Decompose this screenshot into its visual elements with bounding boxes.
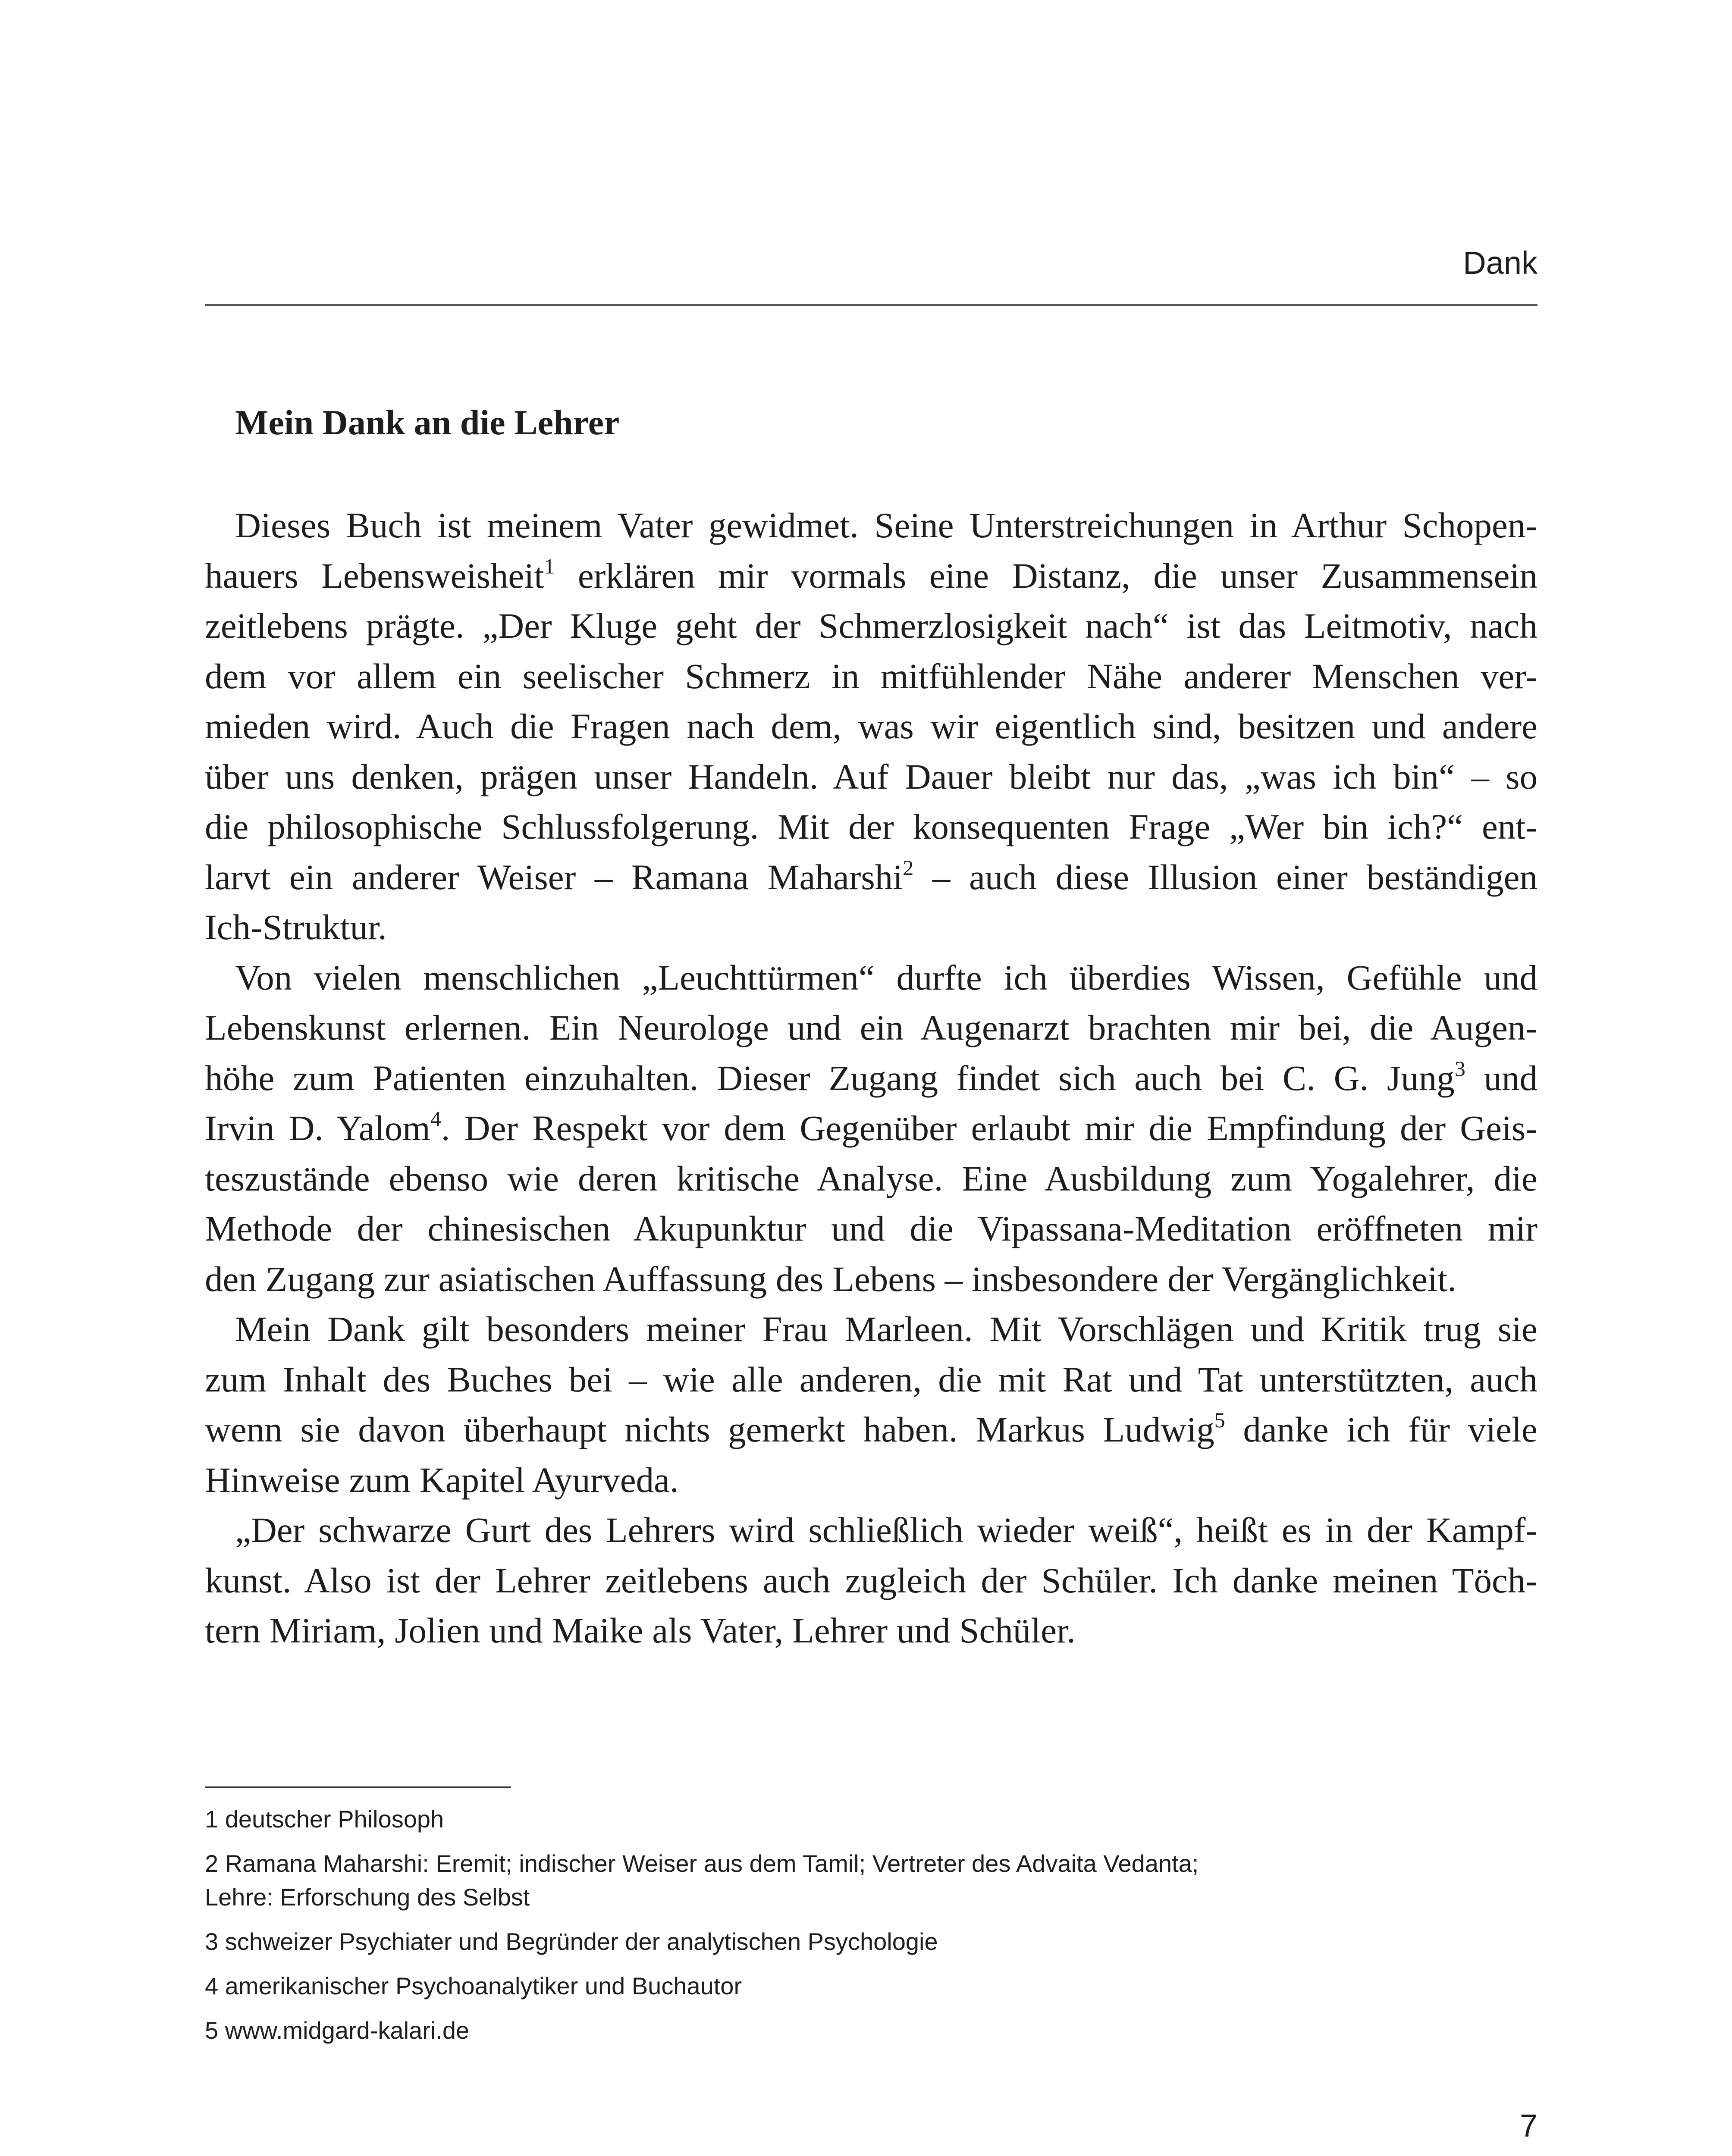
text-segment: hauers Lebensweisheit	[205, 555, 544, 595]
text-line: Hinweise zum Kapitel Ayurveda.	[205, 1460, 679, 1500]
paragraph-4	[205, 1505, 1537, 1656]
text-segment: höhe zum Patienten einzuhalten. Dieser Zugang findet sich auch bei C. G. Jung	[205, 1058, 1455, 1098]
text-line: Ich-Struktur.	[205, 907, 387, 947]
text-line: zum Inhalt des Buches bei – wie alle anderen, die mit Rat und Tat unterstützten, auch	[205, 1359, 1537, 1399]
text-segment: . Der Respekt vor dem Gegenüber erlaubt mir die Empfindung der Geis-	[441, 1108, 1537, 1148]
footnote-1	[205, 1802, 1537, 1836]
text-segment: und	[1465, 1058, 1538, 1098]
footnote-ref-4: 4	[430, 1106, 441, 1131]
footnote-line: 5 www.midgard-kalari.de	[205, 2017, 470, 2044]
text-line	[205, 852, 1537, 903]
footnote-line: Lehre: Erforschung des Selbst	[205, 1883, 530, 1911]
text-line: Methode der chinesischen Akupunktur und die Vipassana-Meditation eröffneten mir	[205, 1209, 1537, 1248]
footnote-4	[205, 1969, 1537, 2003]
footnote-rule	[205, 1786, 511, 1788]
text-segment: danke ich für viele	[1225, 1410, 1537, 1449]
running-head: Dank	[1463, 245, 1537, 281]
footnote-ref-1: 1	[544, 554, 555, 578]
paragraph-2	[205, 953, 1537, 1304]
text-line: Lebenskunst erlernen. Ein Neurologe und ein Augenarzt brachten mir bei, die Augen-	[205, 1008, 1537, 1047]
page-number: 7	[1519, 2108, 1537, 2143]
text-segment: – auch diese Illusion einer beständigen	[913, 857, 1537, 897]
text-line	[205, 1053, 1537, 1103]
text-line: Dieses Buch ist meinem Vater gewidmet. Seine Unterstreichungen in Arthur Schopen-	[235, 505, 1537, 545]
header-rule	[205, 304, 1537, 306]
footnote-line: 2 Ramana Maharshi: Eremit; indischer Weiser aus dem Tamil; Vertreter des Advaita Vedanta;	[205, 1850, 1199, 1877]
text-line: zeitlebens prägte. „Der Kluge geht der Schmerzlosigkeit nach“ ist das Leitmotiv, nach	[205, 606, 1537, 646]
text-segment: Irvin D. Yalom	[205, 1108, 430, 1148]
paragraph-1	[205, 500, 1537, 953]
text-line: mieden wird. Auch die Fragen nach dem, was wir eigentlich sind, besitzen und andere	[205, 706, 1537, 746]
text-segment: larvt ein anderer Weiser – Ramana Maharshi	[205, 857, 903, 897]
footnotes	[205, 1802, 1537, 2058]
text-line: Von vielen menschlichen „Leuchttürmen“ durfte ich überdies Wissen, Gefühle und	[235, 957, 1537, 997]
text-line: Mein Dank gilt besonders meiner Frau Marleen. Mit Vorschlägen und Kritik trug sie	[235, 1309, 1537, 1349]
footnote-line: 3 schweizer Psychiater und Begründer der analytischen Psychologie	[205, 1928, 938, 1955]
footnote-3	[205, 1925, 1537, 1959]
text-line: „Der schwarze Gurt des Lehrers wird schließlich wieder weiß“, heißt es in der Kampf-	[235, 1510, 1537, 1550]
text-line: dem vor allem ein seelischer Schmerz in mitfühlender Nähe anderer Menschen ver-	[205, 656, 1537, 696]
paragraph-3	[205, 1304, 1537, 1505]
body-text	[205, 500, 1537, 1656]
text-line	[205, 1404, 1537, 1455]
section-heading: Mein Dank an die Lehrer	[235, 403, 620, 442]
footnote-ref-5: 5	[1214, 1408, 1225, 1432]
footnote-5	[205, 2014, 1537, 2047]
text-line: teszustände ebenso wie deren kritische Analyse. Eine Ausbildung zum Yogalehrer, die	[205, 1158, 1537, 1198]
text-line: tern Miriam, Jolien und Maike als Vater, Lehrer und Schüler.	[205, 1611, 1076, 1650]
text-line	[205, 1103, 1537, 1153]
text-line: die philosophische Schlussfolgerung. Mit der konsequenten Frage „Wer bin ich?“ ent-	[205, 807, 1537, 846]
text-segment: erklären mir vormals eine Distanz, die unser Zusammensein	[555, 555, 1537, 595]
footnote-ref-3: 3	[1454, 1056, 1465, 1081]
footnote-line: 4 amerikanischer Psychoanalytiker und Buchautor	[205, 1972, 742, 1999]
text-line: den Zugang zur asiatischen Auffassung des Lebens – insbesondere der Vergänglichkeit.	[205, 1259, 1456, 1299]
footnote-line: 1 deutscher Philosoph	[205, 1805, 444, 1833]
text-line: kunst. Also ist der Lehrer zeitlebens auch zugleich der Schüler. Ich danke meinen Töch-	[205, 1560, 1537, 1600]
footnote-ref-2: 2	[903, 855, 914, 880]
text-line	[205, 551, 1537, 601]
text-line: über uns denken, prägen unser Handeln. Auf Dauer bleibt nur das, „was ich bin“ – so	[205, 756, 1537, 796]
footnote-2	[205, 1847, 1537, 1914]
text-segment: wenn sie davon überhaupt nichts gemerkt haben. Markus Ludwig	[205, 1410, 1214, 1449]
